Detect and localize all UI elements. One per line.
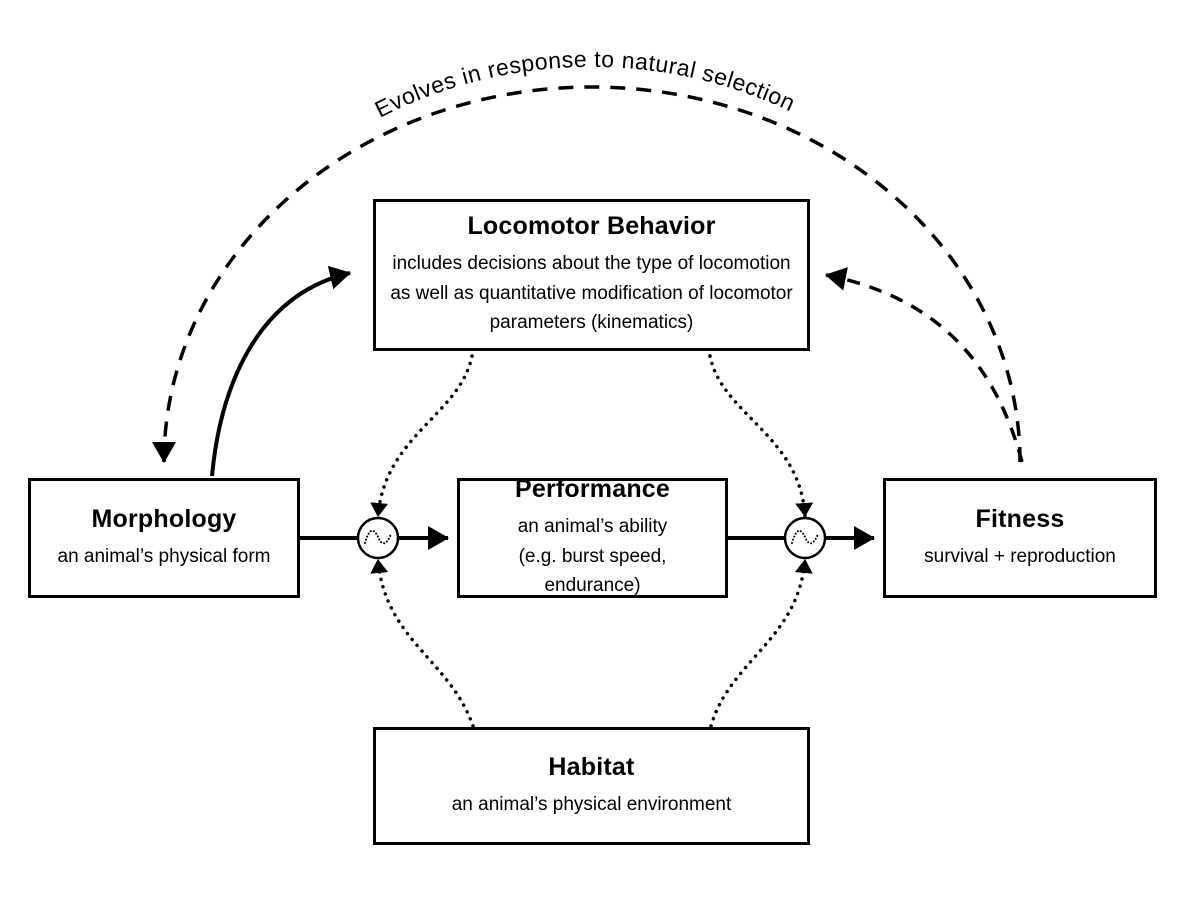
habitat-description: an animal’s physical environment: [451, 793, 732, 815]
morphology-title: Morphology: [91, 504, 237, 533]
fitness-to-behavior-dashed-arrow: [826, 275, 1022, 462]
morphology-to-behavior-arrow: [212, 273, 350, 476]
locomotor-behavior-description-line2: as well as quantitative modification of locomotor: [390, 282, 793, 304]
filter-symbol-2: [785, 518, 825, 558]
filter-symbol-1: [358, 518, 398, 558]
performance-description-line1: an animal’s ability: [517, 516, 668, 538]
filter1-circle: [358, 518, 398, 558]
locomotor-behavior-title: Locomotor Behavior: [467, 212, 716, 241]
arc-label: Evolves in response to natural selection: [370, 45, 800, 123]
filter2-circle: [785, 518, 825, 558]
natural-selection-label-text: [371, 46, 800, 123]
morphology-description: an animal’s physical form: [57, 545, 271, 567]
locomotor-behavior-description-line1: includes decisions about the type of locomotion: [392, 253, 791, 275]
habitat-node: [373, 727, 810, 845]
locomotor-behavior-node: [373, 199, 810, 351]
fitness-title: Fitness: [975, 504, 1065, 533]
performance-description-line2: (e.g. burst speed, endurance): [518, 545, 667, 597]
performance-node: [457, 475, 728, 598]
fitness-node: [883, 478, 1157, 598]
locomotor-behavior-description-line3: parameters (kinematics): [489, 312, 694, 334]
fitness-description: survival + reproduction: [924, 545, 1116, 567]
habitat-title: Habitat: [548, 752, 635, 781]
morphology-node: [28, 478, 300, 598]
performance-title: Performance: [514, 475, 671, 504]
